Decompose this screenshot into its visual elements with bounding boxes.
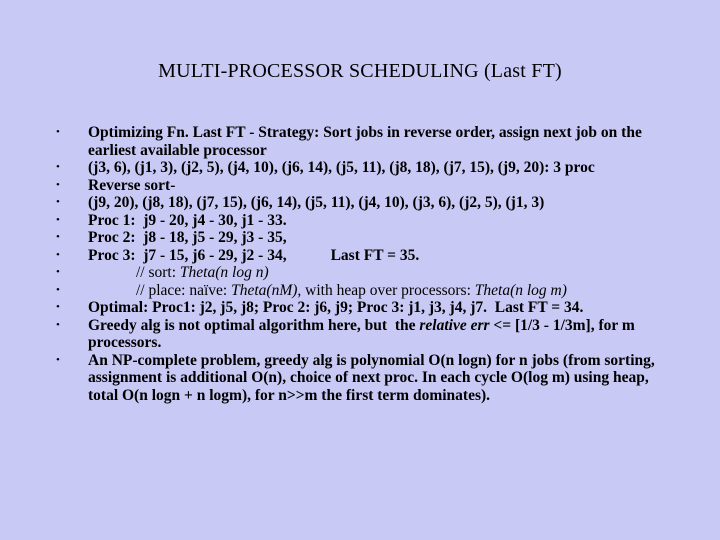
item-text: Optimal: Proc1: j2, j5, j8; Proc 2: j6, j9; Proc 3: j1, j3, j4, j7. Last FT = 34. bbox=[88, 299, 584, 316]
list-item bbox=[54, 212, 674, 230]
bullet-icon: • bbox=[56, 161, 60, 173]
item-text: (j9, 20), (j8, 18), (j7, 15), (j6, 14), (j5, 11), (j4, 10), (j3, 6), (j2, 5), (j1, 3) bbox=[88, 194, 545, 211]
list-item bbox=[54, 264, 674, 282]
item-text: Proc 2: j8 - 18, j5 - 29, j3 - 35, bbox=[88, 229, 287, 246]
list-item bbox=[54, 247, 674, 265]
item-text: An NP-complete problem, greedy alg is polynomial O(n logn) for n jobs (from sorting, assignment is additional O(n), choice of next proc. In each cycle O(log m) using heap, total O(n logn + n logm), for n>>m the first term dominates). bbox=[88, 351, 655, 404]
bullet-icon: • bbox=[56, 231, 60, 243]
item-text: Proc 3: j7 - 15, j6 - 29, j2 - 34, bbox=[88, 246, 287, 264]
list-item bbox=[54, 282, 674, 300]
item-text: Proc 1: j9 - 20, j4 - 30, j1 - 33. bbox=[88, 211, 287, 229]
bullet-icon: • bbox=[56, 196, 60, 208]
list-item bbox=[54, 229, 674, 247]
bullet-icon: • bbox=[56, 178, 60, 191]
item-text: Greedy alg is not optimal algorithm here, but the bbox=[88, 316, 420, 334]
relative-err-text: relative err bbox=[419, 316, 490, 334]
list-item bbox=[54, 124, 674, 159]
list-item bbox=[54, 317, 674, 352]
item-text: (j3, 6), (j1, 3), (j2, 5), (j4, 10), (j6, 14), (j5, 11), (j8, 18), (j7, 15), (j9, 20): 3 proc bbox=[88, 159, 595, 176]
item-text: <= [1/3 - 1/3m], for m processors. bbox=[88, 316, 639, 351]
last-ft-text: Last FT = 35. bbox=[330, 246, 420, 264]
bullet-icon: • bbox=[56, 353, 60, 366]
complexity-text: Theta(n log m) bbox=[474, 281, 567, 299]
bullet-icon: • bbox=[56, 248, 60, 261]
bullet-icon: • bbox=[56, 318, 60, 331]
list-item bbox=[54, 177, 674, 195]
comment-prefix: // sort: bbox=[136, 264, 180, 281]
bullet-icon: • bbox=[56, 213, 60, 226]
complexity-text: Theta(n log n) bbox=[179, 264, 269, 281]
item-text: Reverse sort- bbox=[88, 176, 176, 194]
slide-title: MULTI-PROCESSOR SCHEDULING (Last FT) bbox=[158, 60, 562, 82]
bullet-icon: • bbox=[56, 283, 60, 296]
bullet-icon: • bbox=[56, 126, 60, 138]
bullet-icon: • bbox=[56, 301, 60, 313]
complexity-text: Theta(nM), bbox=[231, 281, 302, 299]
comment-mid: with heap over processors: bbox=[301, 281, 475, 299]
bullet-icon: • bbox=[56, 266, 60, 278]
bullet-list bbox=[54, 124, 674, 404]
list-item bbox=[54, 299, 674, 317]
comment-prefix: // place: naïve: bbox=[136, 281, 232, 299]
list-item bbox=[54, 194, 674, 212]
list-item bbox=[54, 159, 674, 177]
item-text: Optimizing Fn. Last FT - Strategy: Sort jobs in reverse order, assign next job on the earliest available processor bbox=[88, 124, 642, 159]
list-item bbox=[54, 352, 674, 405]
